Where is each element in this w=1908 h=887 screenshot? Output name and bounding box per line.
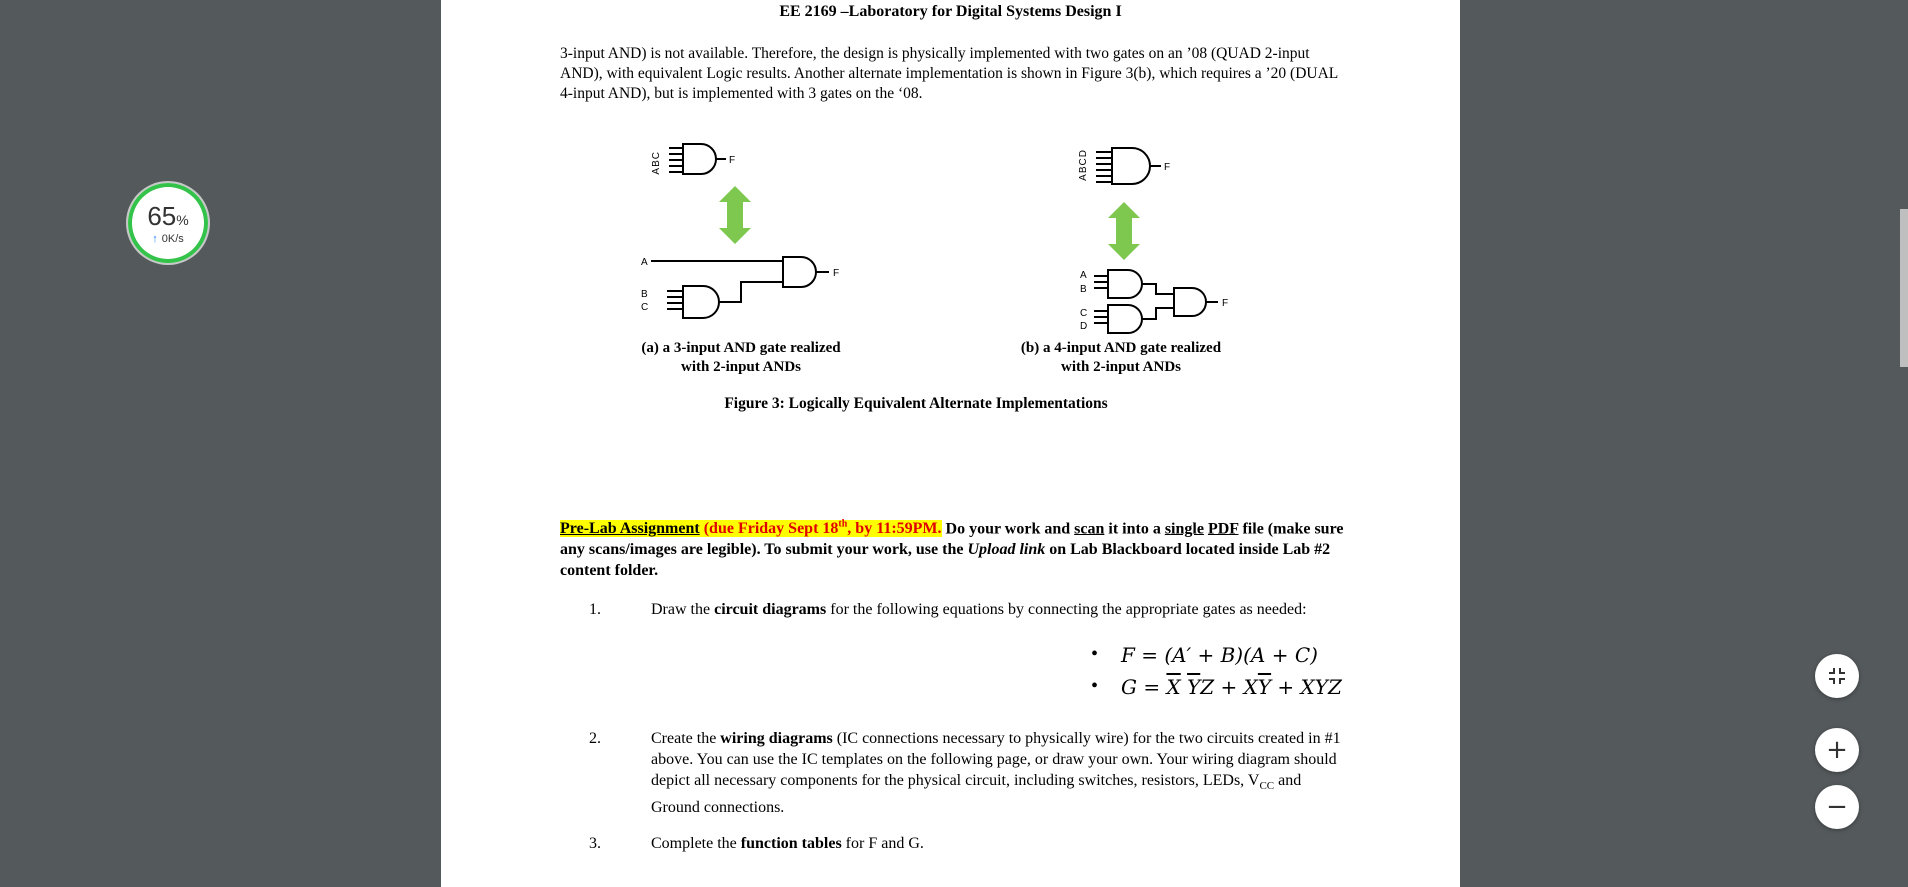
prelab-due-date: (due Friday Sept 18th, by 11:59PM.: [700, 520, 942, 537]
svg-text:A: A: [1080, 270, 1087, 281]
prelab-label: Pre-Lab Assignment: [560, 520, 700, 538]
svg-text:C: C: [1080, 308, 1088, 319]
svg-text:A: A: [641, 257, 648, 268]
equation-f: F = (A′ + B)(A + C): [1121, 643, 1318, 667]
figure-3b-diagram: [1066, 144, 1326, 340]
svg-text:C: C: [641, 302, 649, 313]
list-item: 3. Complete the function tables for F and G.: [589, 835, 924, 852]
fit-page-button[interactable]: [1815, 654, 1859, 698]
zoom-out-button[interactable]: [1815, 785, 1859, 829]
minus-icon: −: [1826, 792, 1848, 822]
list-item: 1. Draw the circuit diagrams for the following equations by connecting the appropriate gates as needed:: [589, 601, 1307, 618]
svg-text:F: F: [1164, 162, 1171, 173]
svg-text:ABCD: ABCD: [1078, 150, 1089, 181]
list-item: 2. Create the wiring diagrams (IC connections necessary to physically wire) for the two circuits created in #1 above. You can use the IC templates on the following page, or draw your own. Your wiring diagram should depict all necessary components for the physical circuit, including switches, resistors, LEDs, $V_{CC}$ and Ground connections.: [589, 730, 1341, 817]
svg-text:D: D: [1080, 321, 1088, 332]
svg-text:F: F: [833, 268, 840, 279]
compress-icon: [1828, 667, 1846, 685]
bullet: •: [1091, 675, 1099, 697]
svg-text:ABC: ABC: [651, 152, 662, 175]
gauge-speed: ↑ 0K/s: [152, 233, 184, 245]
equivalence-arrow-a: [719, 186, 751, 244]
svg-text:F: F: [729, 155, 736, 166]
figure-3-title: Figure 3: Logically Equivalent Alternate Implementations: [724, 395, 1108, 412]
intro-paragraph: 3-input AND) is not available. Therefore, the design is physically implemented with two gates on an ’08 (QUAD 2-input AND), with equivalent Logic results. Another alternate implementation is shown in Figure 3(b), which requires a ’20 (DUAL 4-input AND), but is implemented with 3 gates on the ‘08.: [560, 45, 1338, 102]
svg-text:F: F: [1222, 298, 1229, 309]
svg-text:B: B: [1080, 284, 1087, 295]
upload-arrow-icon: ↑: [152, 233, 158, 245]
scrollbar-thumb[interactable]: [1900, 209, 1908, 367]
gauge-percent: 65%: [147, 201, 189, 231]
bullet: •: [1091, 643, 1099, 665]
prelab-paragraph: Pre-Lab Assignment (due Friday Sept 18th, by 11:59PM. Do your work and scan it into a single PDF file (make sure any scans/images are legible). To submit your work, use the Upload link on Lab Blackboard located inside Lab #2 content folder.: [560, 519, 1344, 580]
network-speed-gauge[interactable]: [128, 183, 208, 263]
figure-3b-caption: (b) a 4-input AND gate realized with 2-input ANDs: [1020, 340, 1222, 375]
plus-icon: +: [1826, 735, 1848, 765]
scrollbar[interactable]: [1900, 0, 1908, 887]
figure-3a-caption: (a) a 3-input AND gate realized with 2-input ANDs: [641, 340, 841, 375]
equivalence-arrow-b: [1108, 202, 1140, 260]
page-header-title: EE 2169 –Laboratory for Digital Systems Design I: [779, 3, 1122, 20]
equation-g: $G = \overline{X}$ $\overline{Y}Z + X\overline{Y}$ + XYZ: [1121, 675, 1342, 699]
svg-text:B: B: [641, 289, 648, 300]
pdf-page: [441, 0, 1460, 887]
zoom-in-button[interactable]: [1815, 728, 1859, 772]
figure-3a-diagram: [641, 140, 901, 320]
